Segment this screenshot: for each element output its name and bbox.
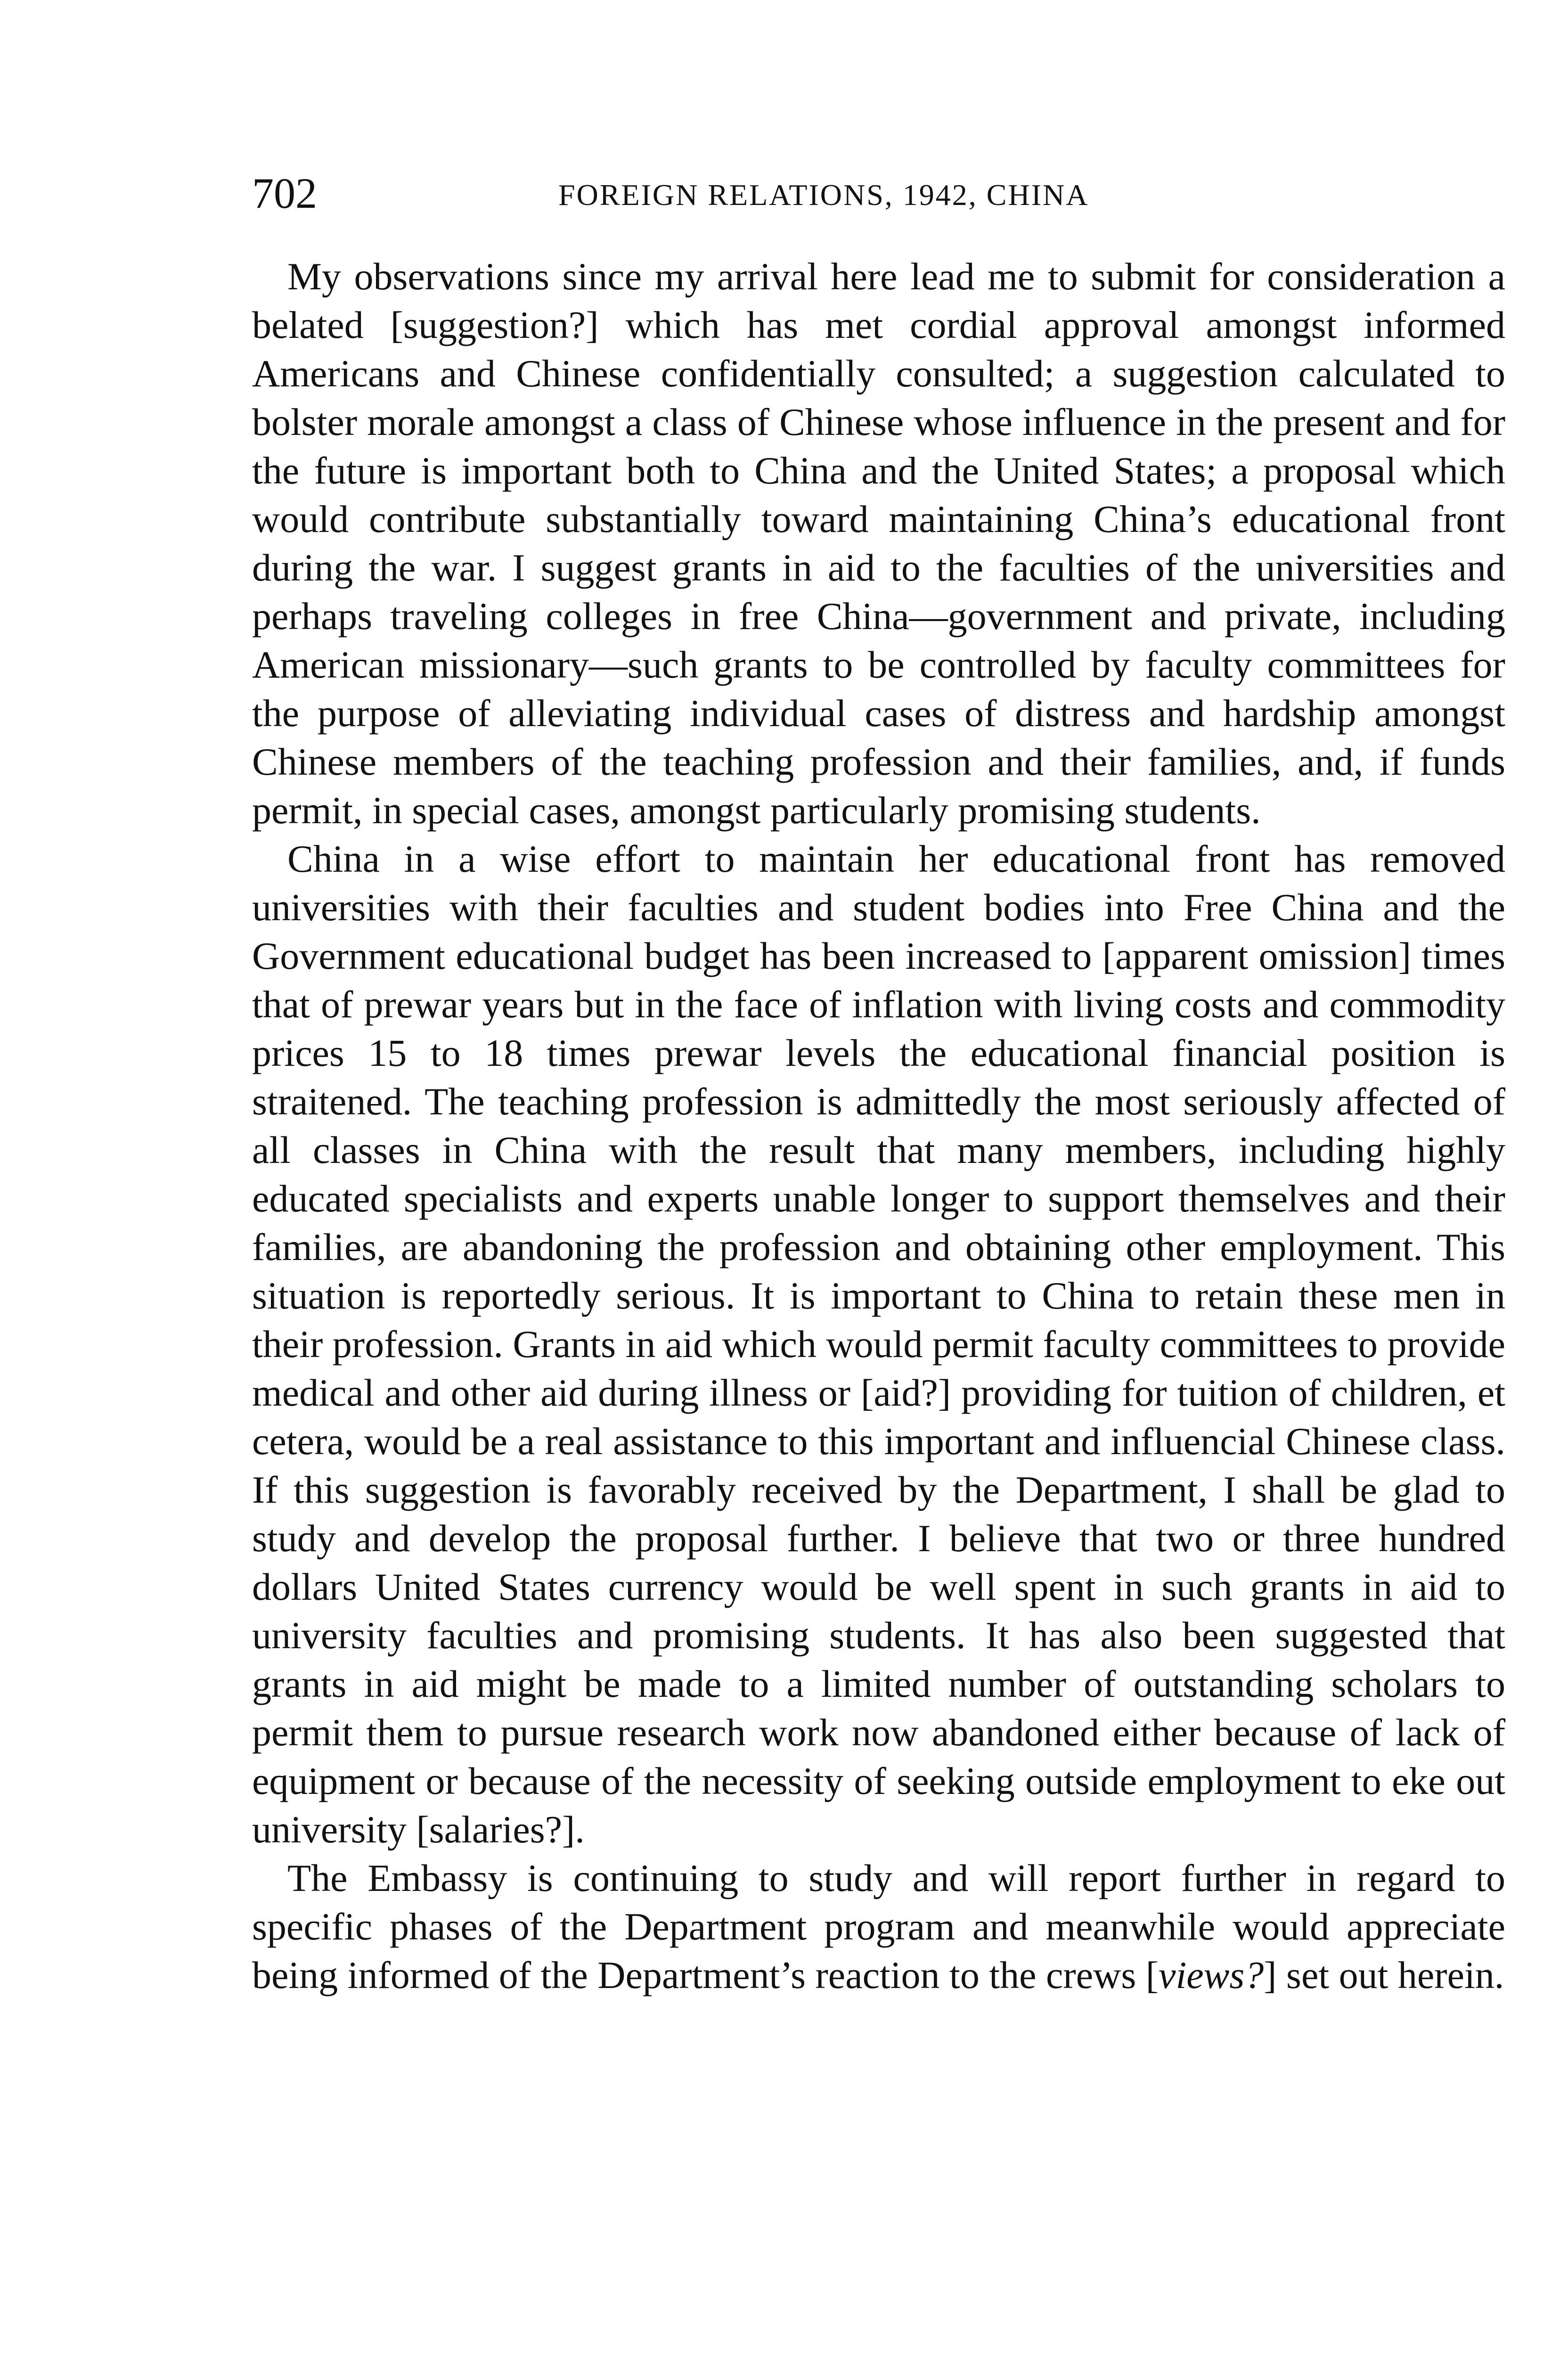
paragraph-3-text: The Embassy is continuing to study and will report further in regard to specific phases of the Department program and meanwhile would appreciate being informed of the Department’s reaction to the crews [ <box>252 1857 1505 1996</box>
page-number: 702 <box>252 169 317 217</box>
paragraph-3-ending: ] set out herein. <box>1264 1954 1504 1996</box>
running-title: FOREIGN RELATIONS, 1942, CHINA <box>558 178 1089 212</box>
paragraph-3 <box>252 1854 1505 1999</box>
paragraph-1: My observations since my arrival here lead me to submit for consideration a belated [suggestion?] which has met cordial approval amongst informed Americans and Chinese confidentially consulted; a suggestion calculated to bolster morale amongst a class of Chinese whose influence in the present and for the future is important both to China and the United States; a proposal which would contribute substantially toward maintaining China’s educational front during the war. I suggest grants in aid to the faculties of the universities and perhaps traveling colleges in free China—government and private, including American missionary—such grants to be controlled by faculty committees for the purpose of alleviating individual cases of distress and hardship amongst Chinese members of the teaching profession and their families, and, if funds permit, in special cases, amongst particularly promising students. <box>252 255 1505 832</box>
body-text <box>252 252 1505 1999</box>
running-head <box>252 167 1503 219</box>
paragraph-2: China in a wise effort to maintain her educational front has removed universities with their faculties and student bodies into Free China and the Government educational budget has been increased to [apparent omission] times that of prewar years but in the face of inflation with living costs and commodity prices 15 to 18 times prewar levels the educational financial position is straitened. The teaching profession is admittedly the most seriously affected of all classes in China with the result that many members, including highly educated specialists and experts unable longer to support themselves and their families, are abandoning the profession and obtaining other employment. This situation is reportedly serious. It is important to China to retain these men in their profession. Grants in aid which would permit faculty committees to provide medical and other aid during illness or [aid?] providing for tuition of children, et cetera, would be a real assistance to this important and influencial Chinese class. If this suggestion is favorably received by the Department, I shall be glad to study and develop the proposal further. I believe that two or three hundred dollars United States currency would be well spent in such grants in aid to university faculties and promising students. It has also been suggested that grants in aid might be made to a limited number of outstanding scholars to permit them to pursue research work now abandoned either because of lack of equipment or because of the necessity of seeking outside employment to eke out university [salaries?]. <box>252 837 1505 1851</box>
paragraph-3-italic-word: views? <box>1159 1954 1264 1996</box>
